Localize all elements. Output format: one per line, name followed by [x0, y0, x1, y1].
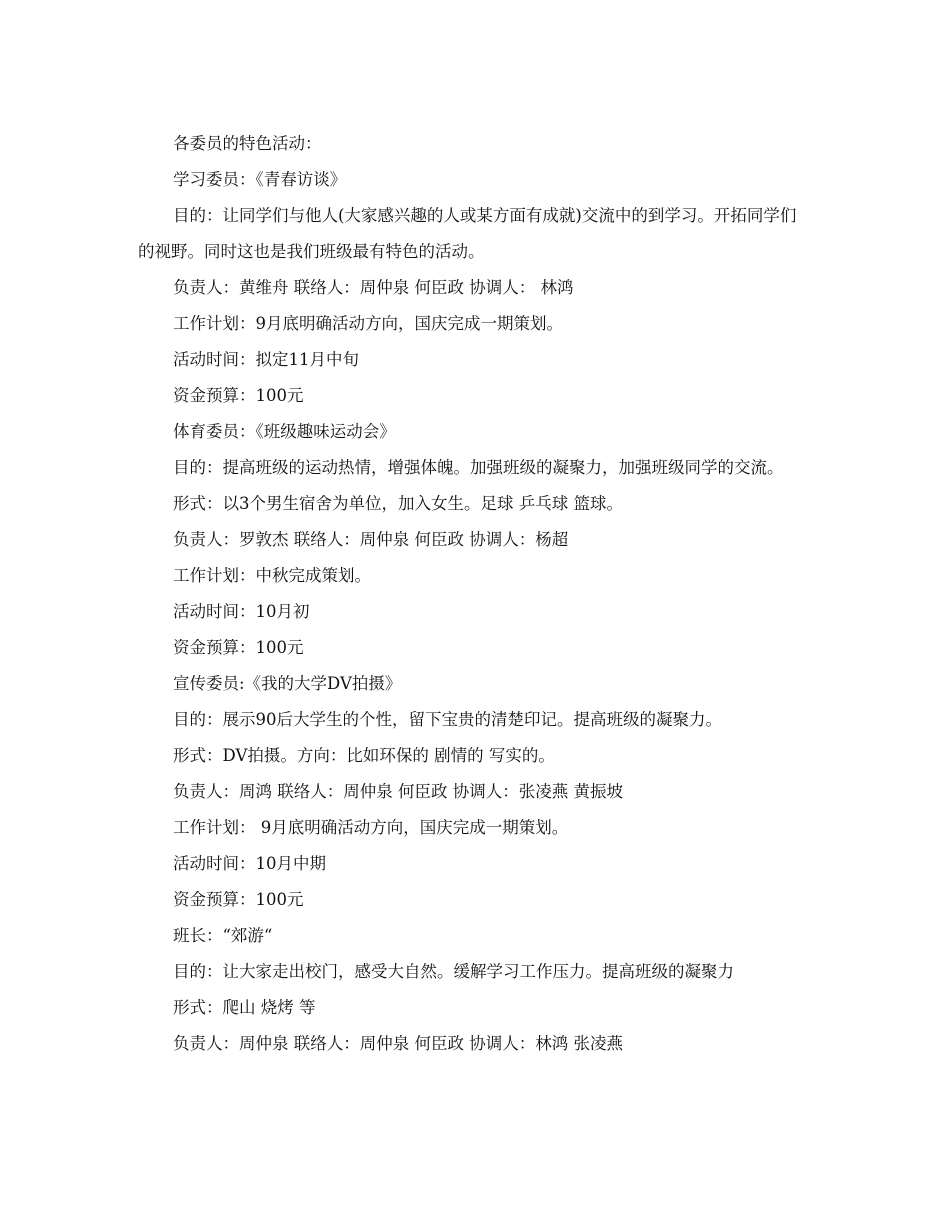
- paragraph-study-plan: 工作计划：9月底明确活动方向，国庆完成一期策划。: [173, 314, 563, 333]
- section-heading-study: 学习委员：《青春访谈》: [173, 170, 347, 189]
- paragraph-study-time: 活动时间：拟定11月中旬: [173, 350, 359, 369]
- section-intro: 各委员的特色活动：: [173, 134, 322, 153]
- section-heading-sports: 体育委员：《班级趣味运动会》: [173, 422, 396, 441]
- paragraph-sports-time: 活动时间：10月初: [173, 602, 310, 621]
- paragraph-publicity-purpose: 目的：展示90后大学生的个性，留下宝贵的清楚印记。提高班级的凝聚力。: [173, 710, 722, 729]
- paragraph-study-people: 负责人：黄维舟 联络人：周仲泉 何臣政 协调人： 林鸿: [173, 278, 574, 297]
- paragraph-study-purpose: 目的：让同学们与他人(大家感兴趣的人或某方面有成就)交流中的到学习。开拓同学们的视野。同时这也是我们班级最有特色的活动。: [138, 206, 797, 261]
- section-heading-publicity: 宣传委员:《我的大学DV拍摄》: [173, 674, 402, 693]
- paragraph-sports-format: 形式：以3个男生宿舍为单位，加入女生。足球 乒乓球 篮球。: [173, 494, 623, 513]
- document-body: [138, 126, 812, 1062]
- paragraph-sports-plan: 工作计划：中秋完成策划。: [173, 566, 371, 585]
- paragraph-publicity-format: 形式：DV拍摄。方向：比如环保的 剧情的 写实的。: [173, 746, 555, 765]
- paragraph-publicity-people: 负责人：周鸿 联络人：周仲泉 何臣政 协调人：张凌燕 黄振坡: [173, 782, 623, 801]
- paragraph-sports-budget: 资金预算：100元: [173, 638, 304, 657]
- paragraph-publicity-plan: 工作计划： 9月底明确活动方向，国庆完成一期策划。: [173, 818, 569, 837]
- paragraph-sports-purpose: 目的：提高班级的运动热情，增强体魄。加强班级的凝聚力，加强班级同学的交流。: [173, 458, 784, 477]
- paragraph-monitor-purpose: 目的：让大家走出校门，感受大自然。缓解学习工作压力。提高班级的凝聚力: [173, 962, 734, 981]
- paragraph-monitor-format: 形式：爬山 烧烤 等: [173, 998, 316, 1017]
- paragraph-publicity-budget: 资金预算：100元: [173, 890, 304, 909]
- paragraph-study-budget: 资金预算：100元: [173, 386, 304, 405]
- paragraph-sports-people: 负责人：罗敦杰 联络人：周仲泉 何臣政 协调人：杨超: [173, 530, 569, 549]
- paragraph-monitor-people: 负责人：周仲泉 联络人：周仲泉 何臣政 协调人：林鸿 张凌燕: [173, 1034, 623, 1053]
- section-heading-monitor: 班长：“郊游“: [173, 926, 273, 945]
- paragraph-publicity-time: 活动时间：10月中期: [173, 854, 326, 873]
